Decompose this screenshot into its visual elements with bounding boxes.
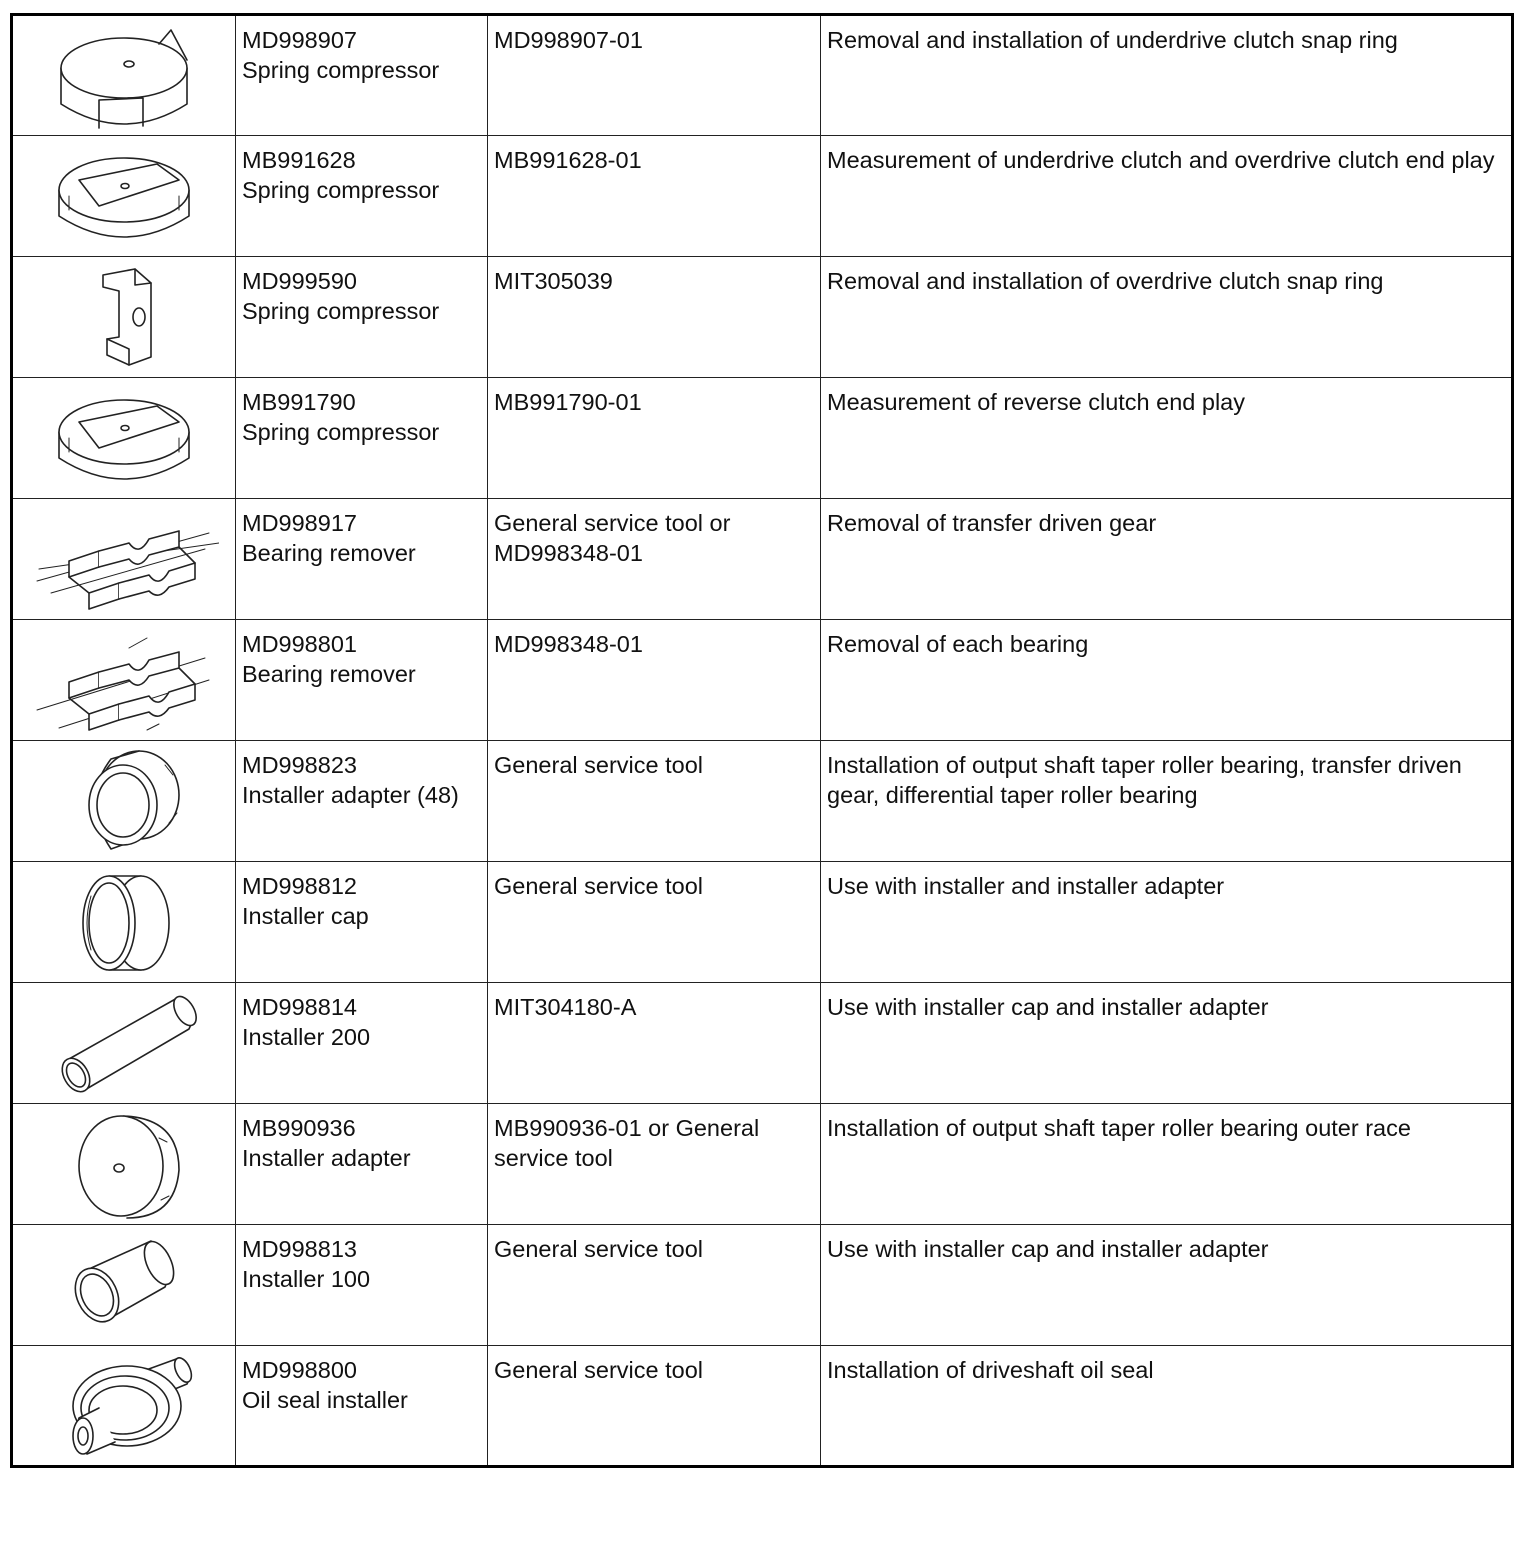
table-row <box>12 1225 1513 1346</box>
tool-number-cell <box>236 1225 488 1346</box>
tool-number-cell <box>236 1346 488 1467</box>
table-row <box>12 15 1513 136</box>
supersession-cell: General service tool <box>488 741 821 862</box>
spring-compressor-plate-icon <box>39 140 209 252</box>
tool-number: MD998813 <box>242 1236 357 1262</box>
table-row <box>12 378 1513 499</box>
tool-number: MB991628 <box>242 147 356 173</box>
supersession-cell: General service tool <box>488 1225 821 1346</box>
supersession-cell: MB990936-01 or General service tool <box>488 1104 821 1225</box>
table-row <box>12 620 1513 741</box>
supersession-cell: MIT304180-A <box>488 983 821 1104</box>
tool-number-cell <box>236 378 488 499</box>
table-row <box>12 1104 1513 1225</box>
supersession-cell: General service tool <box>488 862 821 983</box>
tool-number: MD998800 <box>242 1357 357 1383</box>
tool-name: Installer 200 <box>242 1024 371 1050</box>
table-row <box>12 862 1513 983</box>
bearing-remover-icon <box>29 624 219 736</box>
oil-seal-installer-icon <box>39 1350 209 1462</box>
tool-name: Spring compressor <box>242 177 440 203</box>
supersession-cell: General service tool <box>488 1346 821 1467</box>
spring-compressor-cutout-icon <box>39 20 209 132</box>
table-body <box>12 15 1513 1467</box>
tool-illustration-cell <box>12 983 236 1104</box>
installer-tube-short-icon <box>39 1229 209 1341</box>
tool-illustration-cell <box>12 1225 236 1346</box>
application-cell: Removal of transfer driven gear <box>821 499 1513 620</box>
tool-number: MD998917 <box>242 510 357 536</box>
tool-illustration-cell <box>12 1104 236 1225</box>
table-row <box>12 1346 1513 1467</box>
tool-number-cell <box>236 862 488 983</box>
tool-name: Bearing remover <box>242 661 416 687</box>
tool-name: Installer adapter <box>242 1145 411 1171</box>
spring-compressor-bracket-icon <box>39 261 209 373</box>
bearing-remover-icon <box>29 503 219 615</box>
tool-illustration-cell <box>12 862 236 983</box>
tool-number-cell <box>236 741 488 862</box>
application-cell: Use with installer cap and installer adapter <box>821 1225 1513 1346</box>
tool-illustration-cell <box>12 1346 236 1467</box>
application-cell: Measurement of reverse clutch end play <box>821 378 1513 499</box>
tool-illustration-cell <box>12 257 236 378</box>
tool-illustration-cell <box>12 741 236 862</box>
application-cell: Removal of each bearing <box>821 620 1513 741</box>
tool-number-cell <box>236 620 488 741</box>
supersession-cell: MIT305039 <box>488 257 821 378</box>
tool-name: Spring compressor <box>242 298 440 324</box>
application-cell: Installation of output shaft taper roller bearing, transfer driven gear, differential taper roller bearing <box>821 741 1513 862</box>
installer-adapter-ring-icon <box>39 745 209 857</box>
tool-name: Spring compressor <box>242 419 440 445</box>
application-cell: Use with installer and installer adapter <box>821 862 1513 983</box>
tool-number-cell <box>236 1104 488 1225</box>
table-row <box>12 499 1513 620</box>
tool-number: MD999590 <box>242 268 357 294</box>
supersession-cell: MD998348-01 <box>488 620 821 741</box>
application-cell: Removal and installation of underdrive clutch snap ring <box>821 15 1513 136</box>
tool-number: MD998814 <box>242 994 357 1020</box>
application-cell: Installation of driveshaft oil seal <box>821 1346 1513 1467</box>
tool-illustration-cell <box>12 499 236 620</box>
tool-number-cell <box>236 136 488 257</box>
application-cell: Measurement of underdrive clutch and overdrive clutch end play <box>821 136 1513 257</box>
tool-illustration-cell <box>12 15 236 136</box>
application-cell: Use with installer cap and installer adapter <box>821 983 1513 1104</box>
application-cell: Installation of output shaft taper roller bearing outer race <box>821 1104 1513 1225</box>
tool-number: MB990936 <box>242 1115 356 1141</box>
tool-illustration-cell <box>12 620 236 741</box>
supersession-cell: MD998907-01 <box>488 15 821 136</box>
supersession-cell: MB991790-01 <box>488 378 821 499</box>
tool-name: Installer 100 <box>242 1266 371 1292</box>
tool-number-cell <box>236 499 488 620</box>
table-row <box>12 983 1513 1104</box>
tool-number: MD998823 <box>242 752 357 778</box>
tool-number: MD998907 <box>242 27 357 53</box>
table-row <box>12 257 1513 378</box>
installer-cap-icon <box>39 866 209 978</box>
installer-tube-long-icon <box>39 987 209 1099</box>
tool-name: Installer cap <box>242 903 369 929</box>
tool-number-cell <box>236 257 488 378</box>
tool-name: Oil seal installer <box>242 1387 408 1413</box>
tool-number: MD998812 <box>242 873 357 899</box>
installer-adapter-disc-icon <box>39 1108 209 1220</box>
tool-number-cell <box>236 983 488 1104</box>
tool-illustration-cell <box>12 378 236 499</box>
tool-name: Installer adapter (48) <box>242 782 459 808</box>
tool-name: Bearing remover <box>242 540 416 566</box>
tool-illustration-cell <box>12 136 236 257</box>
table-row <box>12 741 1513 862</box>
supersession-cell: MB991628-01 <box>488 136 821 257</box>
tool-name: Spring compressor <box>242 57 440 83</box>
application-cell: Removal and installation of overdrive clutch snap ring <box>821 257 1513 378</box>
tool-number: MD998801 <box>242 631 357 657</box>
tool-number-cell <box>236 15 488 136</box>
table-row <box>12 136 1513 257</box>
special-tools-table <box>10 13 1514 1468</box>
tool-number: MB991790 <box>242 389 356 415</box>
spring-compressor-plate-icon <box>39 382 209 494</box>
supersession-cell: General service tool or MD998348-01 <box>488 499 821 620</box>
